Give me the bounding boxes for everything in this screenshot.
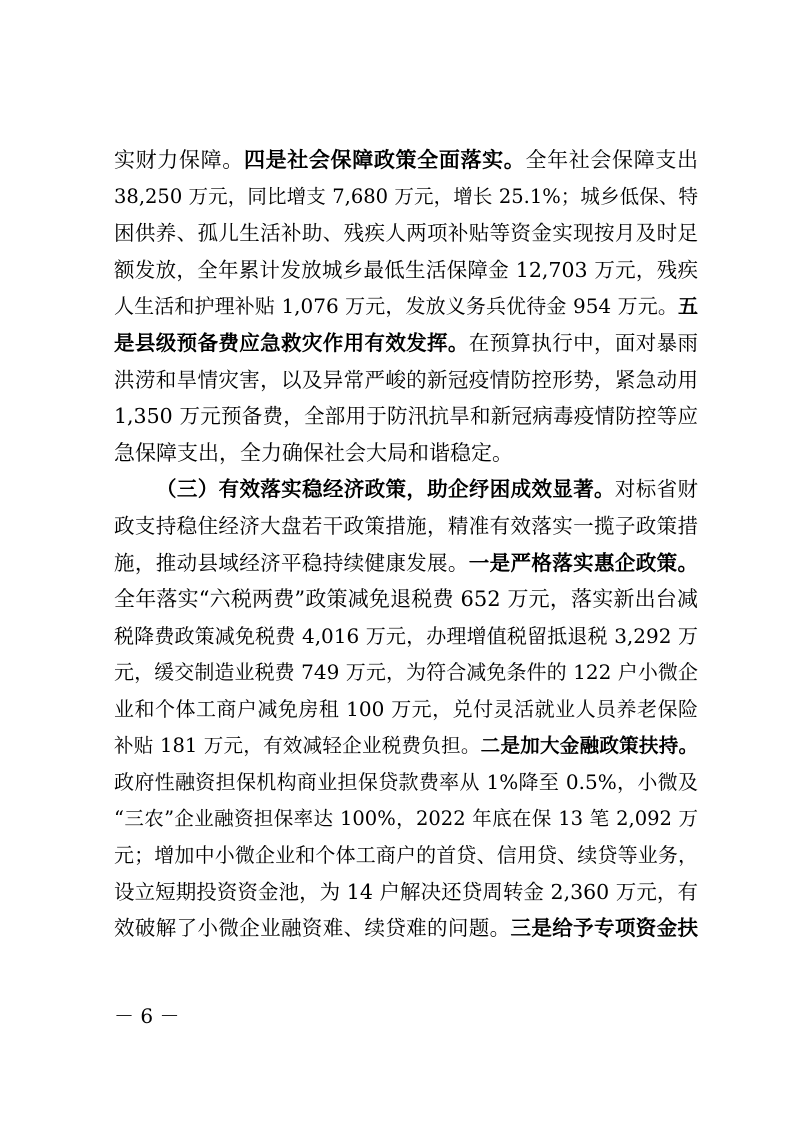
- text-line: 38,250 万元，同比增支 7,680 万元，增长 25.1%；城乡低保、特: [114, 184, 698, 208]
- text-line: 施，推动县域经济平稳持续健康发展。一是严格落实惠企政策。: [114, 550, 699, 575]
- text-line: 是县级预备费应急救灾作用有效发挥。在预算执行中，面对暴雨: [114, 330, 699, 355]
- text-line: 洪涝和旱情灾害，以及异常严峻的新冠疫情防控形势，紧急动用: [114, 367, 698, 392]
- text-line: “三农”企业融资担保率达 100%，2022 年底在保 13 笔 2,092 万: [114, 806, 698, 830]
- document-body: [114, 142, 698, 947]
- text-line: 人生活和护理补贴 1,076 万元，发放义务兵优待金 954 万元。五: [114, 294, 698, 319]
- text-line: 业和个体工商户减免房租 100 万元，兑付灵活就业人员养老保险: [114, 696, 698, 721]
- text-line: 困供养、孤儿生活补助、残疾人两项补贴等资金实现按月及时足: [114, 221, 698, 246]
- text-line: 税降费政策减免税费 4,016 万元，办理增值税留抵退税 3,292 万: [114, 623, 698, 648]
- text-line: 急保障支出，全力确保社会大局和谐稳定。: [114, 440, 513, 465]
- text-line: 效破解了小微企业融资难、续贷难的问题。三是给予专项资金扶: [114, 916, 699, 941]
- text-line: 补贴 181 万元，有效减轻企业税费负担。二是加大金融政策扶持。: [114, 733, 698, 757]
- text-line: 政府性融资担保机构商业担保贷款费率从 1%降至 0.5%，小微及: [114, 770, 698, 795]
- text-line: 实财力保障。四是社会保障政策全面落实。全年社会保障支出: [114, 147, 699, 172]
- text-line: 设立短期投资资金池，为 14 户解决还贷周转金 2,360 万元，有: [114, 879, 698, 904]
- text-line: 元；增加中小微企业和个体工商户的首贷、信用贷、续贷等业务，: [114, 843, 698, 868]
- text-line: 政支持稳住经济大盘若干政策措施，精准有效落实一揽子政策措: [114, 513, 698, 538]
- text-line: 额发放，全年累计发放城乡最低生活保障金 12,703 万元，残疾: [114, 257, 698, 282]
- text-line: 1,350 万元预备费，全部用于防汛抗旱和新冠病毒疫情防控等应: [114, 404, 698, 429]
- page-number: － 6 －: [114, 1004, 180, 1028]
- text-line: 元，缓交制造业税费 749 万元，为符合减免条件的 122 户小微企: [114, 660, 698, 685]
- text-line: 全年落实“六税两费”政策减免退税费 652 万元，落实新出台减: [114, 587, 698, 612]
- section-heading-line: （三）有效落实稳经济政策，助企纾困成效显著。对标省财: [156, 477, 699, 502]
